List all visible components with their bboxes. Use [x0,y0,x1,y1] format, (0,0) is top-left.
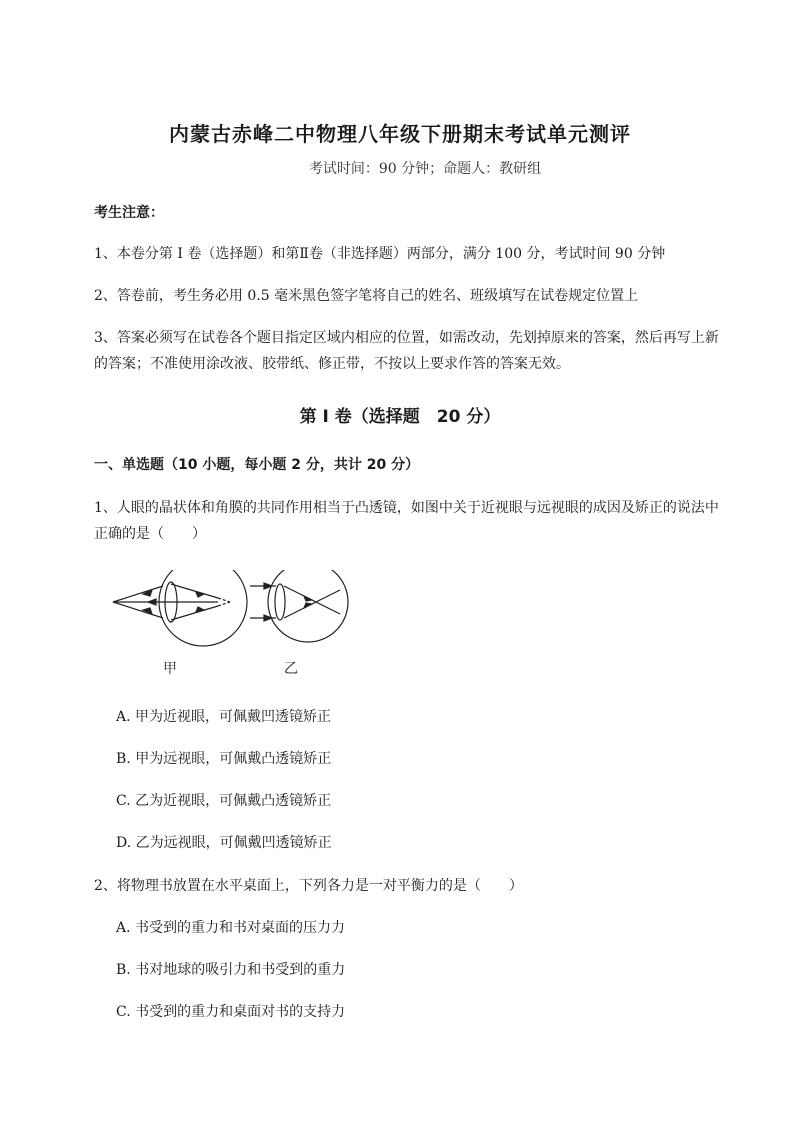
question-2-option-a[interactable]: A. 书受到的重力和书对桌面的压力力 [116,920,346,936]
eye-jia [113,570,290,650]
figure-label-yi: 乙 [284,661,298,677]
notice-item-3: 3、答案必须写在试卷各个题目指定区域内相应的位置，如需改动，先划掉原来的答案，然后再写上新 [94,330,719,346]
section-title: 第 I 卷（选择题 20 分） [299,407,501,427]
notice-item-1: 1、本卷分第 I 卷（选择题）和第Ⅱ卷（非选择题）两部分，满分 100 分，考试时间 90 分钟 [94,246,666,262]
question-2-option-c[interactable]: C. 书受到的重力和桌面对书的支持力 [116,1004,346,1020]
question-1-option-b[interactable]: B. 甲为远视眼，可佩戴凸透镜矫正 [116,751,332,767]
notice-heading: 考生注意： [94,205,164,221]
question-1-stem: 1、人眼的晶状体和角膜的共同作用相当于凸透镜，如图中关于近视眼与远视眼的成因及矫正的说法中 [94,500,719,516]
question-1-option-c[interactable]: C. 乙为近视眼，可佩戴凸透镜矫正 [116,793,332,809]
question-1-option-d[interactable]: D. 乙为远视眼，可佩戴凹透镜矫正 [116,835,332,851]
question-2-stem: 2、将物理书放置在水平桌面上，下列各力是一对平衡力的是（ ） [94,878,523,894]
notice-item-3-cont: 的答案；不准使用涂改液、胶带纸、修正带，不按以上要求作答的答案无效。 [94,356,570,372]
question-1-stem-cont: 正确的是（ ） [94,526,206,542]
part-heading: 一、单选题（10 小题，每小题 2 分，共计 20 分） [94,457,420,473]
exam-title: 内蒙古赤峰二中物理八年级下册期末考试单元测评 [169,122,631,146]
eye-diagram [108,570,368,680]
eye-yi [250,570,348,642]
notice-item-2: 2、答卷前，考生务必用 0.5 毫米黑色签字笔将自己的姓名、班级填写在试卷规定位置上 [94,288,639,304]
figure-label-jia: 甲 [163,661,177,677]
question-1-option-a[interactable]: A. 甲为近视眼，可佩戴凹透镜矫正 [116,709,332,725]
exam-subtitle: 考试时间：90 分钟；命题人：教研组 [308,161,542,177]
question-2-option-b[interactable]: B. 书对地球的吸引力和书受到的重力 [116,962,346,978]
